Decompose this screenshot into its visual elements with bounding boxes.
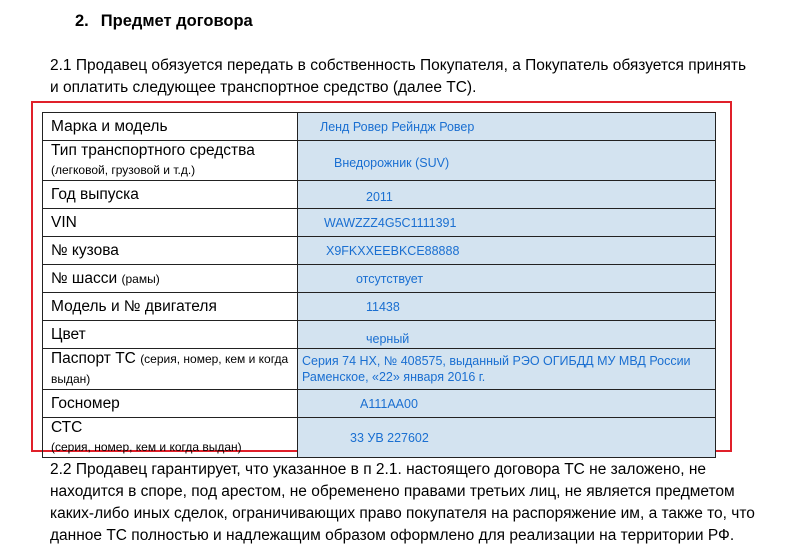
row-value-cell bbox=[298, 265, 716, 293]
row-label: VIN bbox=[51, 214, 77, 231]
row-value: 33 УВ 227602 bbox=[350, 430, 429, 445]
table-row bbox=[43, 349, 716, 390]
section-heading bbox=[75, 12, 253, 31]
row-label: Модель и № двигателя bbox=[51, 298, 217, 315]
row-label: Цвет bbox=[51, 326, 86, 343]
table-row bbox=[43, 209, 716, 237]
row-label: Тип транспортного средства bbox=[51, 142, 255, 159]
section-number: 2. bbox=[75, 12, 89, 30]
row-value: 11438 bbox=[366, 299, 400, 314]
table-row bbox=[43, 418, 716, 458]
row-value-cell bbox=[298, 237, 716, 265]
table-row bbox=[43, 237, 716, 265]
row-value-cell bbox=[298, 418, 716, 458]
row-label-cell bbox=[43, 265, 298, 293]
row-value: 2011 bbox=[366, 189, 393, 204]
row-label: № шасси bbox=[51, 269, 118, 287]
row-label: Марка и модель bbox=[51, 118, 168, 135]
row-value-cell bbox=[298, 209, 716, 237]
row-label: Госномер bbox=[51, 395, 120, 412]
row-value-cell bbox=[298, 349, 716, 390]
paragraph-2-1: 2.1 Продавец обязуется передать в собственность Покупателя, а Покупатель обязуется принять и оплатить следующее транспортное средство (далее ТС). bbox=[50, 57, 747, 96]
table-row bbox=[43, 113, 716, 141]
row-label-cell bbox=[43, 390, 298, 418]
row-label-cell bbox=[43, 293, 298, 321]
row-value-cell bbox=[298, 113, 716, 141]
row-label: № кузова bbox=[51, 242, 119, 259]
table-row bbox=[43, 181, 716, 209]
section-title: Предмет договора bbox=[100, 12, 253, 30]
row-label-note: (серия, номер, кем и когда выдан) bbox=[51, 352, 289, 386]
row-value: А111АА00 bbox=[360, 396, 418, 411]
vehicle-table bbox=[42, 112, 716, 458]
row-label-cell bbox=[43, 181, 298, 209]
row-label-note: (легковой, грузовой и т.д.) bbox=[51, 163, 196, 177]
row-label-cell bbox=[43, 141, 298, 181]
row-label-cell bbox=[43, 349, 298, 390]
paragraph-2-2: 2.2 Продавец гарантирует, что указанное в п 2.1. настоящего договора ТС не заложено, не находится в споре, под арестом, не обременено правами третьих лиц, не является предметом каких-либо иных сделок, ограничивающих право покупателя на распоряжение им, а также то, что данное ТС полностью и надлежащим образом оформлено для реализации на территории РФ. bbox=[50, 461, 755, 544]
table-row bbox=[43, 141, 716, 181]
table-row bbox=[43, 265, 716, 293]
row-value-cell bbox=[298, 181, 716, 209]
row-label-cell bbox=[43, 237, 298, 265]
row-label-note: (рамы) bbox=[121, 271, 160, 286]
table-row bbox=[43, 293, 716, 321]
row-label-cell bbox=[43, 418, 298, 458]
row-label-note: (серия, номер, кем и когда выдан) bbox=[51, 440, 242, 454]
row-value: Внедорожник (SUV) bbox=[334, 155, 450, 170]
row-label-cell bbox=[43, 321, 298, 349]
row-label: СТС bbox=[51, 419, 83, 436]
table-row bbox=[43, 390, 716, 418]
row-value-cell bbox=[298, 390, 716, 418]
row-value: Серия 74 НХ, № 408575, выданный РЭО ОГИБДД МУ МВД России Раменское, «22» января 2016 г. bbox=[302, 354, 691, 384]
row-value: X9FKXXEEBKCE88888 bbox=[326, 243, 460, 258]
row-value: WAWZZZ4G5C1111391 bbox=[324, 215, 457, 230]
row-label: Год выпуска bbox=[51, 186, 139, 203]
row-value: Ленд Ровер Рейндж Ровер bbox=[320, 119, 475, 134]
row-value-cell bbox=[298, 293, 716, 321]
row-value: отсутствует bbox=[356, 271, 424, 286]
row-value: черный bbox=[366, 331, 410, 346]
row-label-cell bbox=[43, 113, 298, 141]
row-label-cell bbox=[43, 209, 298, 237]
table-row bbox=[43, 321, 716, 349]
row-value-cell bbox=[298, 321, 716, 349]
row-label: Паспорт ТС bbox=[51, 350, 136, 367]
row-value-cell bbox=[298, 141, 716, 181]
